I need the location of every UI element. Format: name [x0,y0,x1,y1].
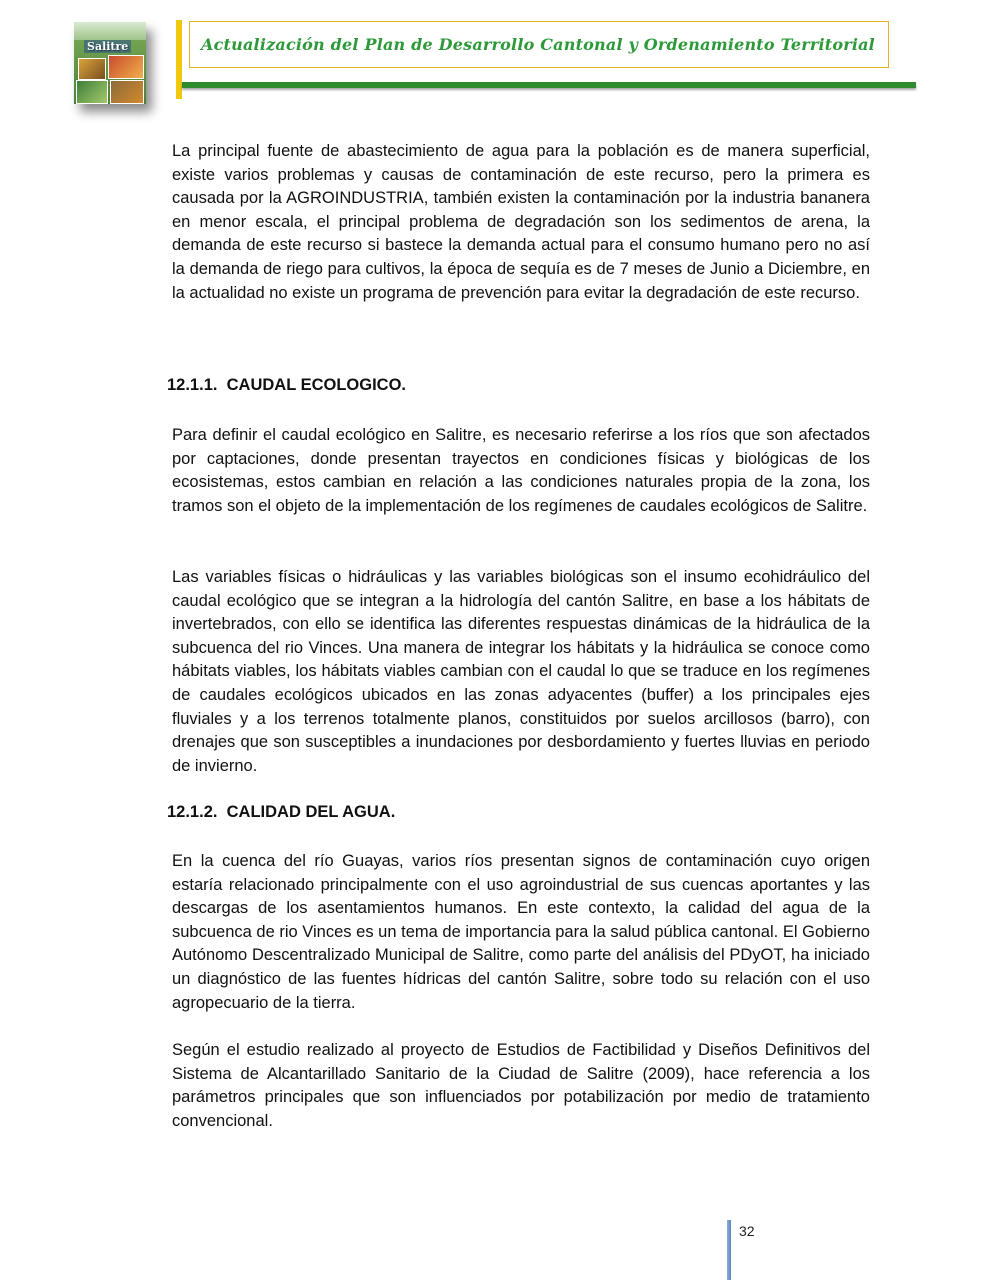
caudal-paragraph-1: Para definir el caudal ecológico en Salitre, es necesario referirse a los ríos que son afectados por captaciones, donde presentan trayectos en condiciones físicas y biológicas de los ecosistemas, estos cambian en relación a las condiciones naturales propia de la zona, los tramos son el objeto de la implementación de los regímenes de caudales ecológicos de Salitre. [172,426,870,515]
logo-photo-tile [110,80,144,104]
intro-paragraph: La principal fuente de abastecimiento de agua para la población es de manera superficial, existe varios problemas y causas de contaminación de este recurso, pero la primera es causada por la AGROINDUSTRIA, también existen la contaminación por la industria bananera en menor escala, el principal problema de degradación son los sedimentos de arena, la demanda de este recurso si bastece la demanda actual para el consumo humano pero no así la demanda de riego para cultivos, la época de sequía es de 7 meses de Junio a Diciembre, en la actualidad no existe un programa de prevención para evitar la degradación de este recurso. [172,142,870,302]
footer-accent-bar [727,1220,731,1280]
logo-photo-tile [78,58,106,80]
section-heading-calidad-del-agua: 12.1.2. CALIDAD DEL AGUA. [167,803,396,821]
page-number: 32 [739,1223,755,1239]
logo-photo-tile [76,80,108,104]
section-heading-caudal-ecologico: 12.1.1. CAUDAL ECOLOGICO. [167,376,406,394]
calidad-paragraph-1: En la cuenca del río Guayas, varios ríos presentan signos de contaminación cuyo origen estaría relacionado principalmente con el uso agroindustrial de sus cuencas aportantes y las descargas de los asentamientos humanos. En este contexto, la calidad del agua de la subcuenca de rio Vinces es un tema de importancia para la salud pública cantonal. El Gobierno Autónomo Descentralizado Municipal de Salitre, como parte del análisis del PDyOT, ha iniciado un diagnóstico de las fuentes hídricas del cantón Salitre, sobre todo su relación con el uso agropecuario de la tierra. [172,852,870,1012]
logo-sky [74,22,146,40]
logo-photo-tile [108,55,144,79]
header-rule [182,82,916,88]
document-title: Actualización del Plan de Desarrollo Cantonal y Ordenamiento Territorial [201,35,875,54]
header-title-box [189,21,889,68]
caudal-paragraph-2: Las variables físicas o hidráulicas y las variables biológicas son el insumo ecohidráulico del caudal ecológico que se integran a la hidrología del cantón Salitre, en base a los hábitats de invertebrados, con ello se identifica las diferentes respuestas dinámicas de la hidráulica de la subcuenca del rio Vinces. Una manera de integrar los hábitats y la hidráulica se conoce como hábitats viables, los hábitats viables cambian con el caudal lo que se traduce en los regímenes de caudales ecológicos ubicados en las zonas adyacentes (buffer) a los principales ejes fluviales y a los terrenos totalmente planos, constituidos por suelos arcillosos (barro), con drenajes que son susceptibles a inundaciones por desbordamiento y fuertes lluvias en periodo de invierno. [172,568,870,775]
calidad-paragraph-2: Según el estudio realizado al proyecto de Estudios de Factibilidad y Diseños Definitivos del Sistema de Alcantarillado Sanitario de la Ciudad de Salitre (2009), hace referencia a los parámetros principales que son influenciados por potabilización por medio de tratamiento convencional. [172,1041,870,1130]
salitre-logo [74,22,146,104]
logo-label: Salitre [84,40,131,53]
